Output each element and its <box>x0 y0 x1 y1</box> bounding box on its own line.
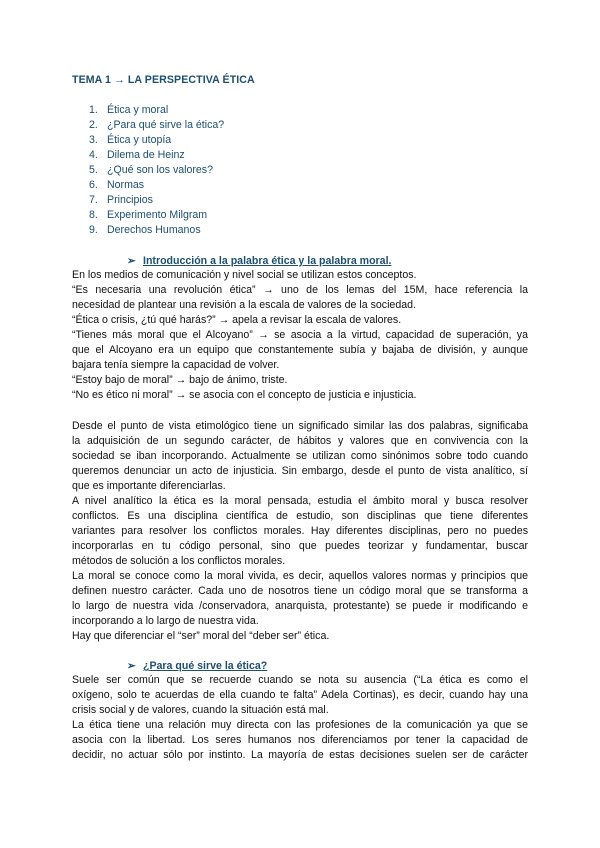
toc-item: 1. Ética y moral <box>89 104 169 116</box>
toc-item: 3. Ética y utopía <box>89 134 172 146</box>
paragraph-line: crisis social y de valores, cuando la situación está mal. <box>72 704 329 716</box>
paragraph-line: Desde el punto de vista etimológico tiene un significado similar las dos palabras, significaba <box>72 420 528 432</box>
paragraph-line: decidir, no actuar sólo por instinto. La mayoría de estas decisiones suelen ser de carácter <box>72 749 528 761</box>
section2-body <box>72 673 528 763</box>
section1-paragraph2 <box>72 419 528 644</box>
paragraph-line: queremos denunciar un acto de injusticia. Sin embargo, desde el punto de vista analítico, sí <box>72 465 528 477</box>
paragraph-line: variantes para resolver los conflictos morales. Hay diferentes disciplinas, pero no puedes <box>72 525 528 537</box>
paragraph-line: A nivel analítico la ética es la moral pensada, estudia el ámbito moral y busca resolver <box>72 495 528 507</box>
paragraph-line: “Tienes más moral que el Alcoyano” → se asocia a la virtud, capacidad de superación, ya <box>72 329 528 341</box>
paragraph-line: definen nuestro carácter. Cada uno de nosotros tiene un código moral que se transforma a <box>72 585 528 597</box>
paragraph-line: “Es necesaria una revolución ética” → uno de los lemas del 15M, hace referencia la <box>72 284 528 296</box>
toc-item: 4. Dilema de Heinz <box>89 149 185 161</box>
toc-item: 6. Normas <box>89 179 145 191</box>
paragraph-line: asocia con la libertad. Los seres humanos nos diferenciamos por tener la capacidad de <box>72 734 528 746</box>
table-of-contents <box>89 103 224 238</box>
toc-item: 5. ¿Qué son los valores? <box>89 164 213 176</box>
paragraph-line: “Ética o crisis, ¿tú qué harás?” → apela a revisar la escala de valores. <box>72 314 402 326</box>
paragraph-line: la adquisición de un segundo carácter, de hábitos y valores que en convivencia con la <box>72 435 528 447</box>
toc-item: 7. Principios <box>89 194 153 206</box>
section1-body <box>72 268 528 403</box>
paragraph-line: La ética tiene una relación muy directa con las profesiones de la comunicación ya que se <box>72 719 528 731</box>
toc-item: 8. Experimento Milgram <box>89 209 208 221</box>
paragraph-line: que es importante diferenciarlas. <box>72 480 226 492</box>
paragraph-line: sociedad se iban incorporando. Actualmente se utilizan como sinónimos sobre todo cuando <box>72 450 528 462</box>
paragraph-line: “Estoy bajo de moral” → bajo de ánimo, triste. <box>72 374 288 386</box>
toc-item: 2. ¿Para qué sirve la ética? <box>89 119 225 131</box>
paragraph-line: conflictos. Es una disciplina científica de estudio, son disciplinas que tiene diferentes <box>72 510 528 522</box>
page-title: TEMA 1 → LA PERSPECTIVA ÉTICA <box>72 74 255 86</box>
paragraph-line: bajara tenía siempre la capacidad de volver. <box>72 359 280 371</box>
paragraph-line: necesidad de plantear una revisión a la escala de valores de la sociedad. <box>72 299 416 311</box>
paragraph-line: Hay que diferenciar el “ser” moral del “deber ser” ética. <box>72 630 330 642</box>
paragraph-line: incorporando a lo largo de nuestra vida. <box>72 615 259 627</box>
section-heading-intro: ➢ Introducción a la palabra ética y la palabra moral. <box>127 255 392 267</box>
arrow-bullet-icon: ➢ <box>127 660 136 672</box>
paragraph-line: lo largo de nuestra vida /conservadora, anarquista, protestante) se puede ir modificando e <box>72 600 528 612</box>
paragraph-line: La moral se conoce como la moral vivida, es decir, aquellos valores normas y principios que <box>72 570 528 582</box>
section-heading-purpose: ➢ ¿Para qué sirve la ética? <box>127 660 268 672</box>
paragraph-line: “No es ético ni moral” → se asocia con el concepto de justicia e injusticia. <box>72 389 417 401</box>
paragraph-line: En los medios de comunicación y nivel social se utilizan estos conceptos. <box>72 269 417 281</box>
arrow-bullet-icon: ➢ <box>127 255 136 267</box>
paragraph-line: que el Alcoyano era un equipo que constantemente subía y bajaba de división, y aunque <box>72 344 528 356</box>
paragraph-line: Suele ser común que se recuerde cuando se nota su ausencia (“La ética es como el <box>72 674 528 686</box>
paragraph-line: incorporarlas en tu código personal, sino que puedes teorizar y fundamentar, buscar <box>72 540 528 552</box>
paragraph-line: métodos de solución a los conflictos morales. <box>72 555 286 567</box>
paragraph-line: oxígeno, solo te acuerdas de ella cuando te falta” Adela Cortinas), es decir, cuando hay una <box>72 689 528 701</box>
toc-item: 9. Derechos Humanos <box>89 224 201 236</box>
